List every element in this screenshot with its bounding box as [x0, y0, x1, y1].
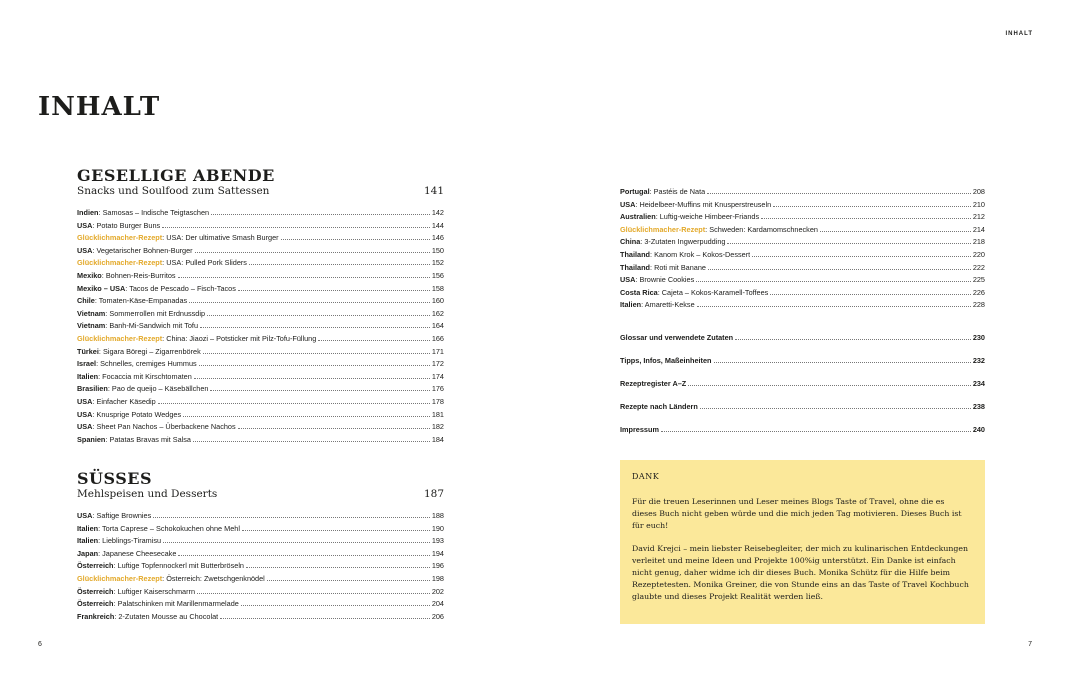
dank-paragraph: Für die treuen Leserinnen und Leser meines Blogs Taste of Travel, ohne die es dieses Buch nicht geben würde und die mich jeden Tag motivieren. Dieses Buch ist für euch! — [632, 497, 962, 530]
entry-country: Vietnam — [77, 321, 106, 331]
entry-label: China: 3-Zutaten Ingwerpudding — [620, 237, 726, 247]
entry-country: Japan — [77, 548, 99, 558]
entry-title: Palatschinken mit Marillenmarmelade — [117, 599, 239, 609]
entry-page: 232 — [972, 356, 985, 366]
entry-page: 206 — [431, 611, 444, 621]
entry-title: Saftige Brownies — [96, 511, 152, 520]
entry-page: 238 — [972, 402, 985, 412]
toc-continued — [620, 186, 985, 312]
toc-entry — [77, 560, 444, 573]
dot-leader — [195, 246, 430, 253]
entry-title: Sigara Böregi – Zigarrenbörek — [102, 346, 201, 356]
entry-page: 178 — [431, 396, 444, 406]
entry-label: Italien: Amaretti-Kekse — [620, 300, 695, 310]
entry-label: Indien: Samosas – Indische Teigtaschen — [77, 208, 210, 217]
entry-label: USA: Brownie Cookies — [620, 275, 695, 285]
entry-country: Thailand — [620, 262, 650, 272]
entry-title: Tomaten-Käse-Empanadas — [98, 296, 188, 306]
section-subtitle-row — [77, 488, 444, 501]
entry-title: Torta Caprese – Schokokuchen ohne Mehl — [102, 523, 240, 533]
dot-leader — [178, 549, 429, 556]
dot-leader — [773, 200, 971, 207]
entry-country: Türkei — [77, 346, 99, 356]
entry-page: 225 — [972, 275, 985, 285]
entry-label: Mexiko: Bohnen-Reis-Burritos — [77, 270, 176, 280]
dot-leader — [193, 435, 430, 442]
entry-page: 196 — [431, 561, 444, 571]
entry-country: USA — [620, 199, 636, 209]
entry-label: Italien: Torta Caprese – Schokokuchen ohne Mehl — [77, 523, 240, 533]
dank-paragraph: David Krejci – mein liebster Reisebegleiter, der mich zu kulinarischen Entdeckungen verleitet und meine Ideen und Projekte 100%ig unterstützt. Ein Danke ist einfach nicht genug, daher widme ich dir dieses Buch. Monika Schütz für die Hilfe beim Rezeptetesten. Monika Greiner, die von Stunde eins an das Taste of Travel Kochbuch glaubte und dieses Projekt Realität werden ließ. — [632, 544, 969, 601]
entry-country: Italien — [620, 300, 642, 310]
entry-label: USA: Saftige Brownies — [77, 511, 152, 520]
entry-title: Patatas Bravas mit Salsa — [109, 434, 191, 444]
entry-label: Israel: Schnelles, cremiges Hummus — [77, 359, 197, 369]
entry-title: Luftige Topfennockerl mit Butterbröseln — [117, 561, 244, 571]
dot-leader — [752, 250, 971, 257]
dot-leader — [727, 237, 970, 244]
entry-label: Costa Rica: Cajeta – Kokos-Karamell-Toffees — [620, 287, 769, 297]
entry-title: Pastéis de Nata — [653, 187, 706, 196]
entry-page: 156 — [431, 270, 444, 280]
entry-label: USA: Vegetarischer Bohnen-Burger — [77, 245, 193, 255]
entry-title: Luftig-weiche Himbeer-Friands — [659, 212, 760, 222]
entry-label: Glücklichmacher-Rezept: USA: Der ultimative Smash Burger — [77, 233, 279, 243]
entry-page: 193 — [431, 536, 444, 546]
entry-country: Frankreich — [77, 611, 115, 621]
dot-leader — [696, 275, 971, 282]
toc-entry — [77, 232, 444, 245]
dot-leader — [163, 536, 430, 543]
dot-leader — [183, 410, 430, 417]
entry-country: USA — [77, 245, 93, 255]
entry-label: USA: Heidelbeer-Muffins mit Knusperstreuseln — [620, 199, 772, 209]
entry-title: Der ultimative Smash Burger — [185, 233, 279, 243]
toc-entry — [620, 401, 985, 414]
toc-entry — [77, 434, 444, 447]
entry-country: Australien — [620, 212, 656, 222]
entry-label: Österreich: Luftiger Kaiserschmarrn — [77, 586, 196, 596]
dot-leader — [242, 524, 430, 531]
toc-list — [77, 207, 444, 446]
dot-leader — [697, 300, 971, 307]
toc-entry — [77, 409, 444, 422]
entry-title: Luftiger Kaiserschmarrn — [117, 586, 196, 596]
entry-page: 204 — [431, 599, 444, 609]
entry-country: Israel — [77, 359, 97, 369]
toc-entry — [620, 274, 985, 287]
entry-title: Banh-Mi-Sandwich mit Tofu — [109, 321, 199, 331]
entry-page: 214 — [972, 224, 985, 234]
entry-country: Mexiko — [77, 270, 102, 280]
dot-leader — [238, 284, 430, 291]
entry-page: 150 — [431, 245, 444, 255]
dot-leader — [211, 208, 430, 215]
entry-page: 230 — [972, 333, 985, 342]
toc-entry — [620, 378, 985, 391]
dot-leader — [210, 384, 429, 391]
entry-page: 190 — [431, 523, 444, 533]
entry-label — [620, 401, 698, 414]
dank-title: DANK — [632, 472, 660, 481]
entry-label: USA: Knusprige Potato Wedges — [77, 409, 182, 419]
entry-title: Impressum — [620, 425, 659, 435]
dot-leader — [661, 425, 971, 432]
entry-page: 240 — [972, 425, 985, 435]
entry-country: USA — [77, 396, 93, 406]
entry-country: Indien — [77, 208, 99, 217]
entry-country: Österreich — [77, 586, 114, 596]
entry-title: Heidelbeer-Muffins mit Knusperstreuseln — [639, 199, 772, 209]
entry-title: Knusprige Potato Wedges — [96, 409, 182, 419]
entry-page: 144 — [431, 220, 444, 230]
entry-title: Sheet Pan Nachos – Überbackene Nachos — [96, 422, 236, 432]
appendix-list — [620, 332, 985, 437]
dot-leader — [707, 187, 971, 194]
entry-title: Lieblings-Tiramisu — [102, 536, 162, 546]
entry-title: 3-Zutaten Ingwerpudding — [644, 237, 726, 247]
entry-country: Österreich — [77, 561, 114, 571]
dot-leader — [318, 334, 430, 341]
entry-country: USA — [620, 275, 636, 285]
entry-label: Chile: Tomaten-Käse-Empanadas — [77, 296, 188, 306]
toc-entry — [620, 236, 985, 249]
entry-label: Spanien: Patatas Bravas mit Salsa — [77, 434, 191, 444]
toc-entry — [77, 220, 444, 233]
dot-leader — [770, 288, 970, 295]
section-subtitle: Mehlspeisen und Desserts — [77, 488, 218, 500]
entry-title: Schnelles, cremiges Hummus — [100, 359, 197, 369]
entry-country: China — [166, 333, 186, 343]
entry-title: Potato Burger Buns — [96, 220, 161, 230]
entry-country: Costa Rica — [620, 287, 658, 297]
entry-label: Glücklichmacher-Rezept: Schweden: Kardamomschnecken — [620, 224, 818, 234]
dot-leader — [189, 296, 430, 303]
toc-list — [77, 510, 444, 623]
dot-leader — [688, 379, 971, 386]
entry-title: Rezeptregister A–Z — [620, 379, 687, 389]
entry-title: Brownie Cookies — [639, 275, 695, 285]
entry-label: Österreich: Luftige Topfennockerl mit Butterbröseln — [77, 561, 244, 571]
entry-label — [620, 378, 686, 391]
section-title: SÜSSES — [77, 469, 153, 488]
toc-entry — [77, 396, 444, 409]
entry-country: Italien — [77, 371, 99, 381]
entry-country: Portugal — [620, 187, 650, 196]
toc-entry — [620, 249, 985, 262]
entry-label: Türkei: Sigara Böregi – Zigarrenbörek — [77, 346, 201, 356]
entry-country: Österreich — [77, 599, 114, 609]
dot-leader — [199, 359, 430, 366]
entry-page: 146 — [431, 233, 444, 243]
section-gesellige-abende — [77, 167, 444, 446]
entry-title: Jiaozi – Potsticker mit Pilz-Tofu-Füllung — [189, 333, 317, 343]
entry-page: 210 — [972, 199, 985, 209]
dot-leader — [714, 356, 971, 363]
dot-leader — [203, 347, 430, 354]
entry-page: 152 — [431, 258, 444, 268]
toc-entry — [77, 333, 444, 346]
toc-entry — [77, 207, 444, 220]
toc-entry — [77, 586, 444, 599]
toc-entry — [620, 332, 985, 345]
entry-country: Vietnam — [77, 308, 106, 318]
toc-entry — [77, 358, 444, 371]
entry-label: Österreich: Palatschinken mit Marillenmarmelade — [77, 599, 239, 609]
gluecklichmacher-label: Glücklichmacher-Rezept — [77, 573, 163, 583]
toc-entry — [620, 299, 985, 312]
entry-title: Einfacher Käsedip — [96, 396, 156, 406]
entry-title: Sommerrollen mit Erdnussdip — [109, 308, 206, 318]
entry-label — [620, 355, 712, 368]
entry-country: Thailand — [620, 249, 650, 259]
entry-page: 222 — [972, 262, 985, 272]
entry-page: 171 — [431, 346, 444, 356]
entry-page: 184 — [431, 434, 444, 444]
dot-leader — [238, 422, 430, 429]
entry-page: 234 — [972, 379, 985, 389]
entry-label: Glücklichmacher-Rezept: Österreich: Zwetschgenknödel — [77, 573, 265, 583]
dot-leader — [700, 402, 971, 409]
entry-label: Brasilien: Pao de queijo – Käsebällchen — [77, 384, 209, 394]
entry-title: Japanese Cheesecake — [102, 548, 177, 558]
entry-page: 220 — [972, 249, 985, 259]
entry-label: Japan: Japanese Cheesecake — [77, 548, 177, 558]
entry-title: Glossar und verwendete Zutaten — [620, 333, 734, 342]
toc-entry — [77, 383, 444, 396]
section-subtitle: Snacks und Soulfood zum Sattessen — [77, 185, 270, 197]
section-suesses — [77, 470, 444, 623]
toc-entry — [620, 424, 985, 437]
toc-entry — [77, 548, 444, 561]
toc-entry — [620, 287, 985, 300]
entry-country: USA — [77, 220, 93, 230]
entry-label: Frankreich: 2-Zutaten Mousse au Chocolat — [77, 611, 219, 621]
entry-page: 202 — [431, 586, 444, 596]
entry-label: Thailand: Roti mit Banane — [620, 262, 706, 272]
entry-page: 172 — [431, 359, 444, 369]
entry-country: Schweden — [709, 224, 744, 234]
entry-country: USA — [77, 409, 93, 419]
page-number-right: 7 — [1028, 641, 1032, 648]
entry-page: 142 — [431, 208, 444, 217]
entry-title: Kardamomschnecken — [747, 224, 818, 234]
gluecklichmacher-label: Glücklichmacher-Rezept — [77, 233, 163, 243]
toc-entry — [77, 573, 444, 586]
toc-entry — [77, 535, 444, 548]
entry-label: USA: Potato Burger Buns — [77, 220, 161, 230]
toc-entry — [77, 611, 444, 624]
entry-title: Tipps, Infos, Maßeinheiten — [620, 356, 712, 366]
entry-page: 181 — [431, 409, 444, 419]
toc-entry — [620, 355, 985, 368]
entry-page: 218 — [972, 237, 985, 247]
dot-leader — [162, 221, 430, 228]
entry-country: Brasilien — [77, 384, 108, 394]
entry-country: Spanien — [77, 434, 106, 444]
section-subtitle-row — [77, 185, 444, 198]
entry-page: 158 — [431, 283, 444, 293]
entry-page: 188 — [431, 511, 444, 520]
entry-label: Vietnam: Banh-Mi-Sandwich mit Tofu — [77, 321, 199, 331]
toc-entry — [77, 523, 444, 536]
entry-label: Australien: Luftig-weiche Himbeer-Friands — [620, 212, 760, 222]
entry-country: Mexiko – USA — [77, 283, 126, 293]
entry-label: Vietnam: Sommerrollen mit Erdnussdip — [77, 308, 206, 318]
appendix — [620, 332, 985, 447]
entry-country: Italien — [77, 536, 99, 546]
dot-leader — [735, 333, 971, 340]
gluecklichmacher-label: Glücklichmacher-Rezept — [620, 224, 706, 234]
toc-entry — [77, 245, 444, 258]
entry-country: Chile — [77, 296, 95, 306]
section-title: GESELLIGE ABENDE — [77, 166, 275, 185]
entry-page: 176 — [431, 384, 444, 394]
gluecklichmacher-label: Glücklichmacher-Rezept — [77, 333, 163, 343]
dot-leader — [197, 587, 430, 594]
entry-title: Vegetarischer Bohnen-Burger — [96, 245, 193, 255]
entry-title: Kanom Krok – Kokos-Dessert — [654, 249, 751, 259]
running-head: INHALT — [1005, 31, 1033, 37]
dank-box — [620, 460, 985, 624]
toc-entry — [77, 598, 444, 611]
toc-entry — [620, 199, 985, 212]
toc-entry — [77, 308, 444, 321]
entry-title: Rezepte nach Ländern — [620, 402, 698, 412]
entry-label: Glücklichmacher-Rezept: China: Jiaozi – Potsticker mit Pilz-Tofu-Füllung — [77, 333, 317, 343]
dot-leader — [820, 225, 971, 232]
entry-label — [620, 424, 659, 437]
dot-leader — [281, 233, 430, 240]
entry-page: 162 — [431, 308, 444, 318]
entry-page: 166 — [431, 333, 444, 343]
entry-label: Mexiko – USA: Tacos de Pescado – Fisch-Tacos — [77, 283, 236, 293]
entry-label: Portugal: Pastéis de Nata — [620, 187, 706, 196]
gluecklichmacher-label: Glücklichmacher-Rezept — [77, 258, 163, 268]
entry-page: 160 — [431, 296, 444, 306]
entry-title: 2-Zutaten Mousse au Chocolat — [118, 611, 219, 621]
entry-title: Pao de queijo – Käsebällchen — [111, 384, 209, 394]
toc-entry — [77, 346, 444, 359]
entry-title: Amaretti-Kekse — [644, 300, 695, 310]
toc-entry — [77, 510, 444, 523]
toc-entry — [620, 224, 985, 237]
entry-page: 208 — [972, 187, 985, 196]
toc-entry — [77, 371, 444, 384]
entry-country: China — [620, 237, 641, 247]
toc-entry — [77, 257, 444, 270]
entry-page: 226 — [972, 287, 985, 297]
toc-entry — [620, 211, 985, 224]
toc-entry — [620, 186, 985, 199]
entry-page: 174 — [431, 371, 444, 381]
dot-leader — [153, 511, 430, 518]
entry-title: Zwetschgenknödel — [203, 573, 265, 583]
entry-page: 228 — [972, 300, 985, 310]
dot-leader — [708, 263, 971, 270]
entry-label: USA: Einfacher Käsedip — [77, 396, 156, 406]
entry-country: USA — [166, 258, 182, 268]
entry-title: Bohnen-Reis-Burritos — [105, 270, 176, 280]
toc-list — [620, 186, 985, 312]
toc-entry — [77, 421, 444, 434]
entry-country: USA — [77, 511, 93, 520]
entry-label: Italien: Lieblings-Tiramisu — [77, 536, 162, 546]
page-title: INHALT — [38, 92, 161, 122]
page-number-left: 6 — [38, 641, 42, 648]
section-page: 187 — [423, 488, 444, 500]
toc-entry — [77, 320, 444, 333]
entry-label: USA: Sheet Pan Nachos – Überbackene Nachos — [77, 422, 236, 432]
entry-title: Samosas – Indische Teigtaschen — [102, 208, 210, 217]
entry-page: 182 — [431, 422, 444, 432]
entry-title: Pulled Pork Sliders — [185, 258, 247, 268]
toc-entry — [77, 283, 444, 296]
dot-leader — [200, 321, 430, 328]
dot-leader — [220, 612, 430, 619]
section-page: 141 — [423, 185, 444, 197]
dot-leader — [267, 574, 430, 581]
entry-label: Thailand: Kanom Krok – Kokos-Dessert — [620, 249, 751, 259]
entry-title: Focaccia mit Kirschtomaten — [102, 371, 192, 381]
entry-label — [620, 332, 733, 345]
entry-page: 212 — [972, 212, 985, 222]
toc-entry — [77, 295, 444, 308]
entry-country: Italien — [77, 523, 99, 533]
entry-country: USA — [166, 233, 182, 243]
dot-leader — [246, 561, 430, 568]
toc-entry — [77, 270, 444, 283]
entry-title: Roti mit Banane — [654, 262, 706, 272]
dot-leader — [241, 599, 430, 606]
dot-leader — [207, 309, 430, 316]
entry-page: 198 — [431, 573, 444, 583]
entry-page: 164 — [431, 321, 444, 331]
dot-leader — [249, 258, 430, 265]
entry-label: Glücklichmacher-Rezept: USA: Pulled Pork Sliders — [77, 258, 247, 268]
entry-title: Cajeta – Kokos-Karamell-Toffees — [661, 287, 769, 297]
dot-leader — [194, 372, 430, 379]
dot-leader — [178, 271, 430, 278]
entry-page: 194 — [431, 548, 444, 558]
entry-country: USA — [77, 422, 93, 432]
dot-leader — [158, 397, 430, 404]
entry-label: Italien: Focaccia mit Kirschtomaten — [77, 371, 192, 381]
entry-title: Tacos de Pescado – Fisch-Tacos — [129, 283, 236, 293]
toc-entry — [620, 262, 985, 275]
entry-country: Österreich — [166, 573, 200, 583]
dot-leader — [761, 212, 971, 219]
